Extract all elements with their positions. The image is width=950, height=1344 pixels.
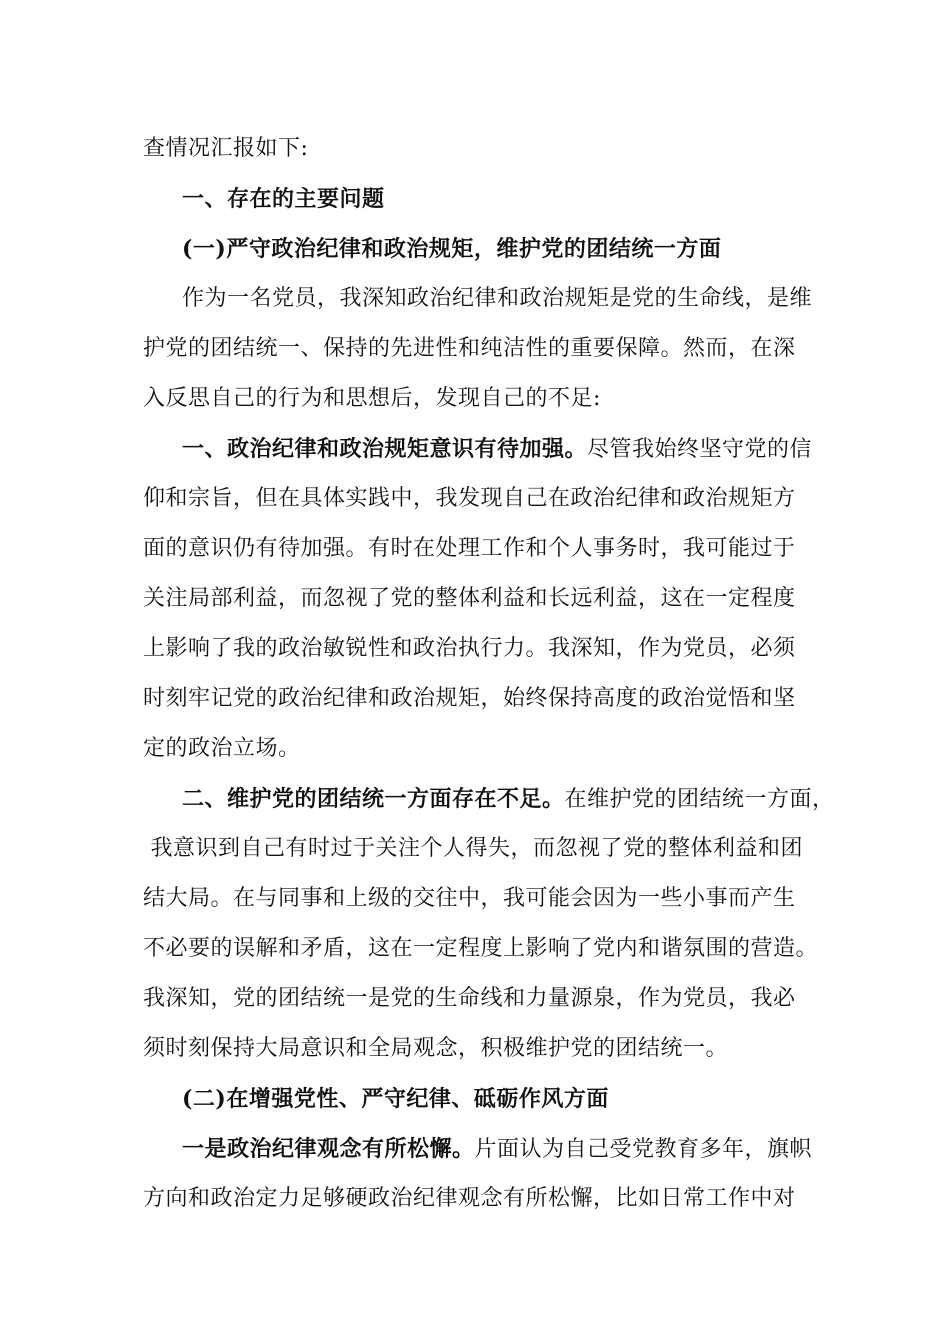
text-line: 结大局。在与同事和上级的交往中，我可能会因为一些小事而产生	[143, 886, 796, 911]
text-line: 入反思自己的行为和思想后，发现自己的不足:	[143, 386, 601, 411]
text-line: 作为一名党员，我深知政治纪律和政治规矩是党的生命线，是维	[182, 286, 813, 311]
text-line: 我意识到自己有时过于关注个人得失，而忽视了党的整体利益和团	[143, 836, 803, 861]
point-title: 二、维护党的团结统一方面存在不足。	[182, 786, 565, 812]
text-line: 上影响了我的政治敏锐性和政治执行力。我深知，作为党员，必须	[143, 636, 796, 661]
text-line: 须时刻保持大局意识和全局观念，积极维护党的团结统一。	[143, 1036, 729, 1061]
text-line: 不必要的误解和矛盾，这在一定程度上影响了党内和谐氛围的营造。	[143, 936, 819, 961]
subsection-heading: (二)在增强党性、严守纪律、砥砺作风方面	[182, 1086, 609, 1112]
text-line	[182, 783, 835, 816]
text-line: 护党的团结统一、保持的先进性和纯洁性的重要保障。然而，在深	[143, 336, 796, 361]
point-text: 在维护党的团结统一方面，	[564, 787, 835, 812]
point-text: 片面认为自己受党教育多年，旗帜	[474, 1137, 813, 1162]
text-line: 方向和政治定力足够硬政治纪律观念有所松懈，比如日常工作中对	[143, 1186, 796, 1211]
text-line: 定的政治立场。	[143, 736, 301, 761]
text-line	[182, 1133, 812, 1166]
section-heading: 一、存在的主要问题	[182, 186, 385, 212]
text-line	[182, 433, 812, 466]
text-line: 面的意识仍有待加强。有时在处理工作和个人事务时，我可能过于	[143, 536, 796, 561]
subsection-heading: (一)严守政治纪律和政治规矩，维护党的团结统一方面	[182, 236, 722, 262]
point-text: 尽管我始终坚守党的信	[587, 437, 813, 462]
point-title: 一、政治纪律和政治规矩意识有待加强。	[182, 436, 588, 462]
text-line: 我深知，党的团结统一是党的生命线和力量源泉，作为党员，我必	[143, 986, 796, 1011]
text-line: 查情况汇报如下:	[143, 136, 309, 161]
point-title: 一是政治纪律观念有所松懈。	[182, 1136, 475, 1162]
text-line: 关注局部利益，而忽视了党的整体利益和长远利益，这在一定程度	[143, 586, 796, 611]
text-line: 仰和宗旨，但在具体实践中，我发现自己在政治纪律和政治规矩方	[143, 486, 796, 511]
text-line: 时刻牢记党的政治纪律和政治规矩，始终保持高度的政治觉悟和坚	[143, 686, 796, 711]
